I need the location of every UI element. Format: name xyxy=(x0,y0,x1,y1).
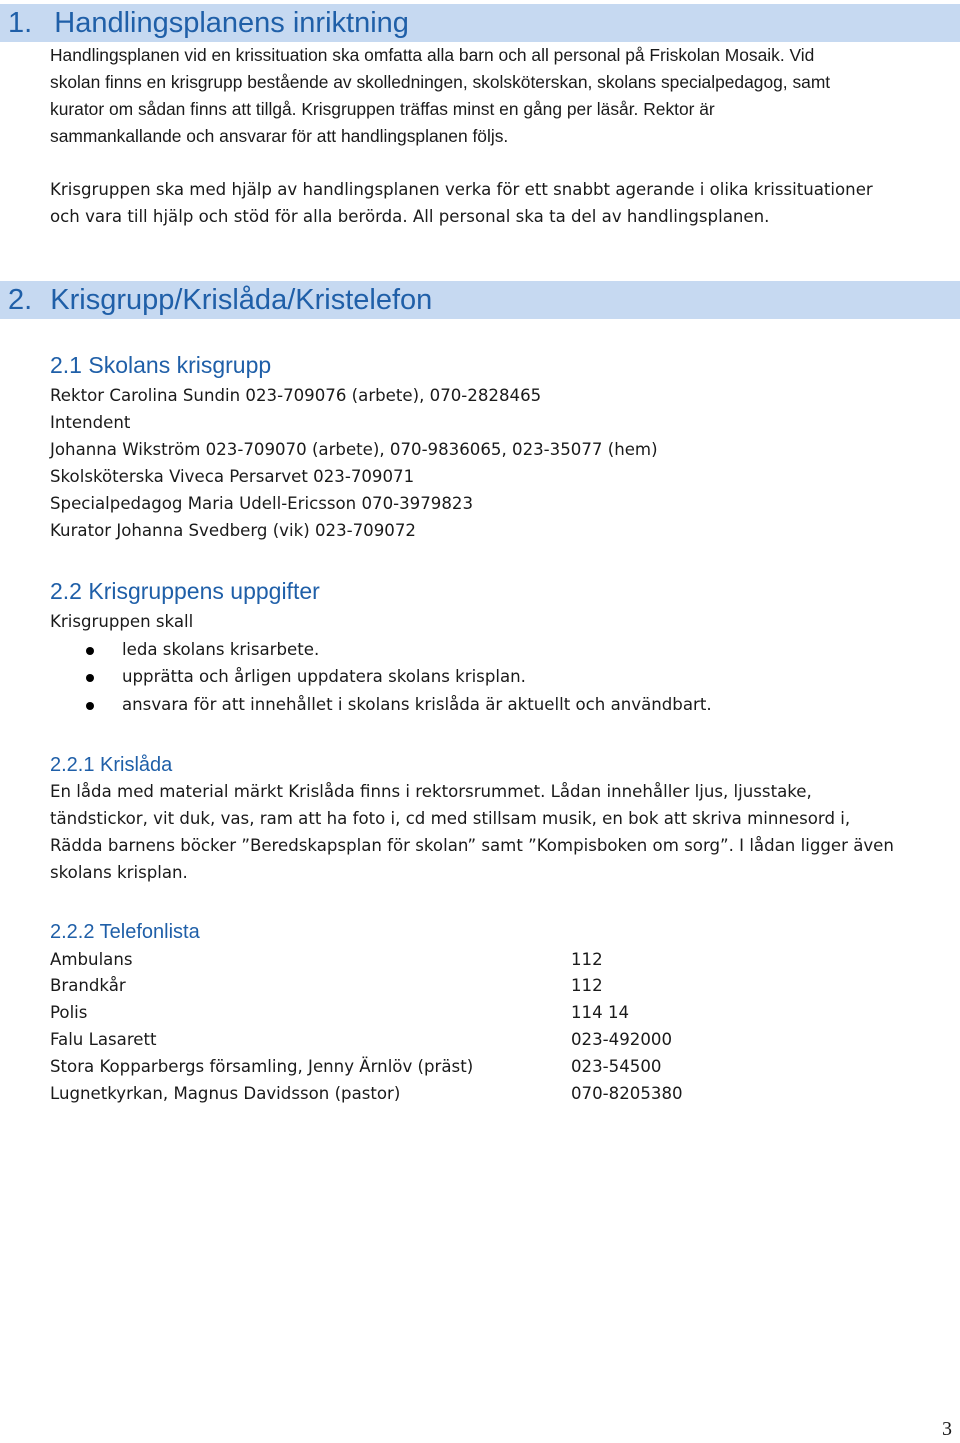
krislada-line: tändstickor, vit duk, vas, ram att ha foto i, cd med stillsam musik, en bok att skriva minnesord i, xyxy=(50,809,851,828)
subsection-2-2-2-title: 2.2.2 Telefonlista xyxy=(50,921,200,943)
section-1-para2-line: och vara till hjälp och stöd för alla berörda. All personal ska ta del av handlingsplanen. xyxy=(50,207,770,226)
telefon-name: Stora Kopparbergs församling, Jenny Ärnlöv (präst) xyxy=(50,1057,474,1076)
telefon-number: 023-54500 xyxy=(571,1057,662,1076)
bullet-icon xyxy=(86,647,94,655)
telefon-name: Ambulans xyxy=(50,950,133,969)
page-number: 3 xyxy=(942,1418,952,1440)
section-1-number: 1. xyxy=(8,7,33,39)
section-1-para1-line: Handlingsplanen vid en krissituation ska omfatta alla barn och all personal på Friskolan Mosaik. Vid xyxy=(50,45,815,65)
section-1-title: Handlingsplanens inriktning xyxy=(54,7,409,39)
subsection-2-2-1-title: 2.2.1 Krislåda xyxy=(50,754,173,776)
section-1-para2-line: Krisgruppen ska med hjälp av handlingsplanen verka för ett snabbt agerande i olika krissituationer xyxy=(50,180,873,199)
telefon-name: Lugnetkyrkan, Magnus Davidsson (pastor) xyxy=(50,1084,401,1103)
krisgrupp-line: Kurator Johanna Svedberg (vik) 023-709072 xyxy=(50,521,416,540)
section-1-para1-line: kurator om sådan finns att tillgå. Krisgruppen träffas minst en gång per läsår. Rektor är xyxy=(50,99,715,119)
telefon-name: Falu Lasarett xyxy=(50,1030,157,1049)
krisgrupp-line: Rektor Carolina Sundin 023-709076 (arbete), 070-2828465 xyxy=(50,386,542,405)
uppgifter-intro: Krisgruppen skall xyxy=(50,612,194,631)
telefon-number: 070-8205380 xyxy=(571,1084,683,1103)
telefon-number: 023-492000 xyxy=(571,1030,673,1049)
section-1-para1-line: skolan finns en krisgrupp bestående av skolledningen, skolsköterskan, skolans specialpedagog, samt xyxy=(50,72,831,92)
uppgift-item: ansvara för att innehållet i skolans krislåda är aktuellt och användbart. xyxy=(122,695,712,714)
krislada-line: Rädda barnens böcker ”Beredskapsplan för skolan” samt ”Kompisboken om sorg”. I lådan ligger även xyxy=(50,836,894,855)
krisgrupp-line: Johanna Wikström 023-709070 (arbete), 070-9836065, 023-35077 (hem) xyxy=(50,440,658,459)
uppgift-item: upprätta och årligen uppdatera skolans krisplan. xyxy=(122,667,526,686)
section-2-number: 2. xyxy=(8,284,33,316)
telefon-name: Brandkår xyxy=(50,976,126,995)
subsection-2-1-title: 2.1 Skolans krisgrupp xyxy=(50,352,272,378)
bullet-icon xyxy=(86,702,94,710)
krislada-line: En låda med material märkt Krislåda finns i rektorsrummet. Lådan innehåller ljus, ljusstake, xyxy=(50,782,812,801)
krisgrupp-line: Intendent xyxy=(50,413,131,432)
section-2-title: Krisgrupp/Krislåda/Kristelefon xyxy=(50,284,433,316)
uppgift-item: leda skolans krisarbete. xyxy=(122,640,320,659)
section-2-heading xyxy=(0,281,960,319)
section-1-heading xyxy=(0,4,960,42)
telefon-number: 112 xyxy=(571,950,603,969)
krislada-line: skolans krisplan. xyxy=(50,863,188,882)
bullet-icon xyxy=(86,674,94,682)
krisgrupp-line: Specialpedagog Maria Udell-Ericsson 070-3979823 xyxy=(50,494,474,513)
telefon-number: 112 xyxy=(571,976,603,995)
telefon-name: Polis xyxy=(50,1003,88,1022)
subsection-2-2-title: 2.2 Krisgruppens uppgifter xyxy=(50,578,320,604)
section-1-para1-line: sammankallande och ansvarar för att handlingsplanen följs. xyxy=(50,126,509,146)
krisgrupp-line: Skolsköterska Viveca Persarvet 023-709071 xyxy=(50,467,415,486)
telefon-number: 114 14 xyxy=(571,1003,630,1022)
